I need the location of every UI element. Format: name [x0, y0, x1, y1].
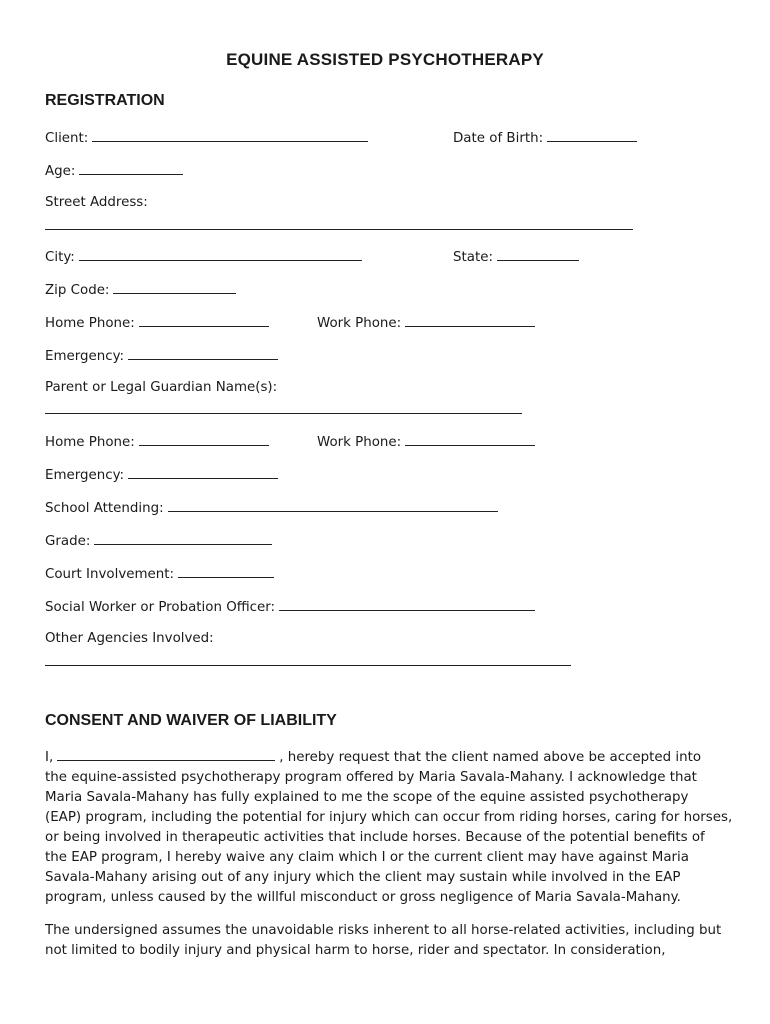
- home-phone2-field[interactable]: [139, 432, 269, 446]
- grade-field[interactable]: [94, 531, 272, 545]
- work-phone-label: Work Phone:: [317, 316, 402, 331]
- other-agencies-field[interactable]: [45, 665, 571, 666]
- home-phone-row: [45, 313, 269, 333]
- dob-row: [453, 128, 637, 148]
- work-phone-field[interactable]: [405, 313, 535, 327]
- age-label: Age:: [45, 164, 76, 179]
- state-label: State:: [453, 250, 493, 265]
- client-field[interactable]: [92, 128, 368, 142]
- emergency-field[interactable]: [128, 346, 278, 360]
- emergency2-label: Emergency:: [45, 468, 125, 483]
- court-label: Court Involvement:: [45, 567, 175, 582]
- court-field[interactable]: [178, 564, 274, 578]
- city-label: City:: [45, 250, 75, 265]
- grade-row: [45, 531, 272, 551]
- consent-line-0: [45, 747, 727, 768]
- state-field[interactable]: [497, 247, 579, 261]
- street-field[interactable]: [45, 229, 633, 230]
- social-worker-field[interactable]: [279, 597, 535, 611]
- emergency2-row: [45, 465, 278, 485]
- consent-line: the equine-assisted psychotherapy program offered by Maria Savala-Mahany. I acknowledge that: [45, 770, 697, 785]
- consent-name-field[interactable]: [57, 747, 275, 761]
- other-agencies-label: Other Agencies Involved:: [45, 631, 214, 646]
- emergency-row: [45, 346, 278, 366]
- zip-field[interactable]: [113, 280, 236, 294]
- home-phone-label: Home Phone:: [45, 316, 135, 331]
- consent-line: program, unless caused by the willful misconduct or gross negligence of Maria Savala-Mahany.: [45, 890, 681, 905]
- work-phone2-label: Work Phone:: [317, 435, 402, 450]
- age-field[interactable]: [79, 161, 183, 175]
- consent-paragraph-1: [45, 747, 733, 908]
- consent-paragraph-2: [45, 921, 727, 961]
- form-title: EQUINE ASSISTED PSYCHOTHERAPY: [226, 50, 544, 69]
- consent-line: not limited to bodily injury and physical harm to horse, rider and spectator. In consideration,: [45, 943, 666, 958]
- court-row: [45, 564, 274, 584]
- emergency2-field[interactable]: [128, 465, 278, 479]
- zip-label: Zip Code:: [45, 283, 110, 298]
- dob-label: Date of Birth:: [453, 131, 544, 146]
- consent-line: the EAP program, I hereby waive any claim which I or the current client may have against Maria: [45, 850, 689, 865]
- social-worker-label: Social Worker or Probation Officer:: [45, 600, 276, 615]
- consent-request: , hereby request that the client named above be accepted into: [279, 750, 702, 765]
- zip-row: [45, 280, 236, 300]
- work-phone2-field[interactable]: [405, 432, 535, 446]
- home-phone-field[interactable]: [139, 313, 269, 327]
- street-label: Street Address:: [45, 195, 148, 210]
- city-row: [45, 247, 362, 267]
- guardian-label: Parent or Legal Guardian Name(s):: [45, 380, 278, 395]
- school-label: School Attending:: [45, 501, 164, 516]
- state-row: [453, 247, 579, 267]
- emergency-label: Emergency:: [45, 349, 125, 364]
- consent-line: or being involved in therapeutic activities that include horses. Because of the potential benefits of: [45, 830, 705, 845]
- registration-heading: REGISTRATION: [45, 92, 165, 109]
- consent-line: (EAP) program, including the potential for injury which can occur from riding horses, caring for horses,: [45, 810, 733, 825]
- guardian-field[interactable]: [45, 413, 522, 414]
- consent-line: Maria Savala-Mahany has fully explained to me the scope of the equine assisted psychotherapy: [45, 790, 689, 805]
- school-field[interactable]: [168, 498, 498, 512]
- grade-label: Grade:: [45, 534, 91, 549]
- consent-line: The undersigned assumes the unavoidable risks inherent to all horse-related activities, including but: [45, 923, 722, 938]
- consent-heading: CONSENT AND WAIVER OF LIABILITY: [45, 712, 337, 729]
- consent-line: Savala-Mahany arising out of any injury which the client may sustain while involved in the EAP: [45, 870, 681, 885]
- social-worker-row: [45, 597, 535, 617]
- age-row: [45, 161, 183, 181]
- dob-field[interactable]: [547, 128, 637, 142]
- home-phone2-row: [45, 432, 269, 452]
- work-phone2-row: [317, 432, 535, 452]
- home-phone2-label: Home Phone:: [45, 435, 135, 450]
- consent-start: I,: [45, 750, 54, 765]
- city-field[interactable]: [79, 247, 362, 261]
- client-label: Client:: [45, 131, 89, 146]
- client-row: [45, 128, 368, 148]
- work-phone-row: [317, 313, 535, 333]
- school-row: [45, 498, 498, 518]
